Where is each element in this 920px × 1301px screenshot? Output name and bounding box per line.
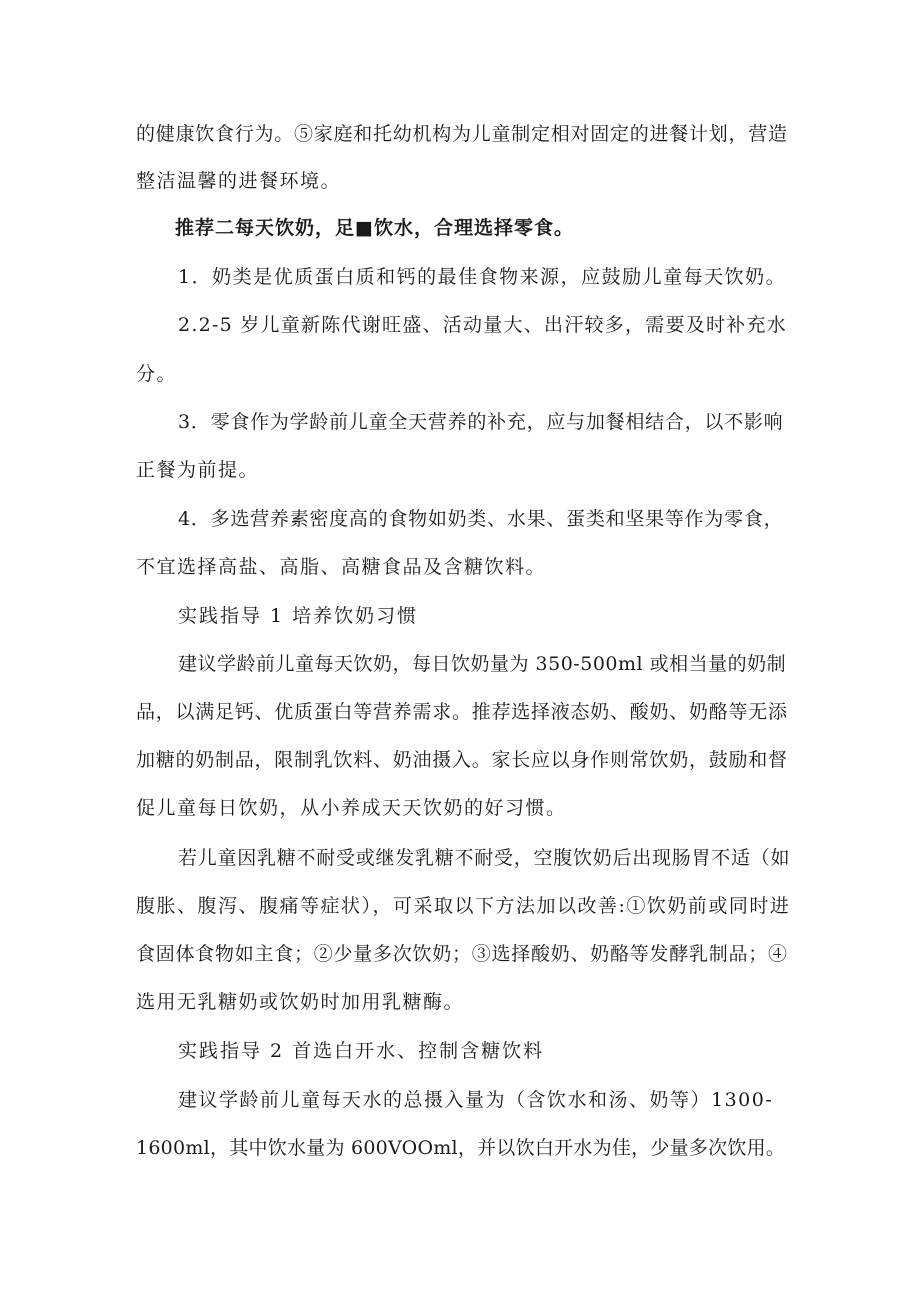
practice-guide-1-heading: 实践指导 1 培养饮奶习惯	[178, 605, 419, 627]
list-item-2-cont: 分。	[136, 363, 178, 385]
paragraph-line: 建议学龄前儿童每天饮奶，每日饮奶量为 350-500ml 或相当量的奶制	[178, 653, 787, 675]
paragraph-line: 食固体食物如主食；②少量多次饮奶；③选择酸奶、奶酪等发酵乳制品；④	[136, 943, 788, 965]
list-item-3: 3．零食作为学龄前儿童全天营养的补充，应与加餐相结合，以不影响	[178, 411, 784, 433]
list-item-3-cont: 正餐为前提。	[136, 459, 260, 481]
practice-guide-2-heading: 实践指导 2 首选白开水、控制含糖饮料	[178, 1040, 545, 1062]
paragraph-line: 若儿童因乳糖不耐受或继发乳糖不耐受，空腹饮奶后出现肠胃不适（如	[178, 847, 791, 869]
paragraph-line: 1600ml，其中饮水量为 600VOOml，并以饮白开水为佳，少量多次饮用。	[136, 1137, 786, 1159]
section-heading-recommendation-2: 推荐二每天饮奶，足■饮水，合理选择零食。	[175, 217, 574, 239]
list-item-4-cont: 不宜选择高盐、高脂、高糖食品及含糖饮料。	[136, 556, 547, 578]
text-line-2: 整洁温馨的进餐环境。	[136, 170, 342, 192]
paragraph-line: 建议学龄前儿童每天水的总摄入量为（含饮水和汤、奶等）1300-	[178, 1089, 774, 1111]
text-line-1: 的健康饮食行为。⑤家庭和托幼机构为儿童制定相对固定的进餐计划，营造	[136, 123, 788, 145]
paragraph-line: 腹胀、腹泻、腹痛等症状），可采取以下方法加以改善:①饮奶前或同时进	[136, 895, 791, 917]
paragraph-line: 促儿童每日饮奶，从小养成天天饮奶的好习惯。	[136, 797, 567, 819]
paragraph-line: 品，以满足钙、优质蛋白等营养需求。推荐选择液态奶、酸奶、奶酪等无添	[136, 701, 788, 723]
list-item-4: 4．多选营养素密度高的食物如奶类、水果、蛋类和坚果等作为零食，	[178, 508, 784, 530]
paragraph-line: 加糖的奶制品，限制乳饮料、奶油摄入。家长应以身作则常饮奶，鼓励和督	[136, 749, 788, 771]
list-item-2: 2.2-5 岁儿童新陈代谢旺盛、活动量大、出汗较多，需要及时补充水	[178, 314, 788, 336]
paragraph-line: 选用无乳糖奶或饮奶时加用乳糖酶。	[136, 991, 465, 1013]
list-item-1: 1．奶类是优质蛋白质和钙的最佳食物来源，应鼓励儿童每天饮奶。	[178, 266, 787, 288]
